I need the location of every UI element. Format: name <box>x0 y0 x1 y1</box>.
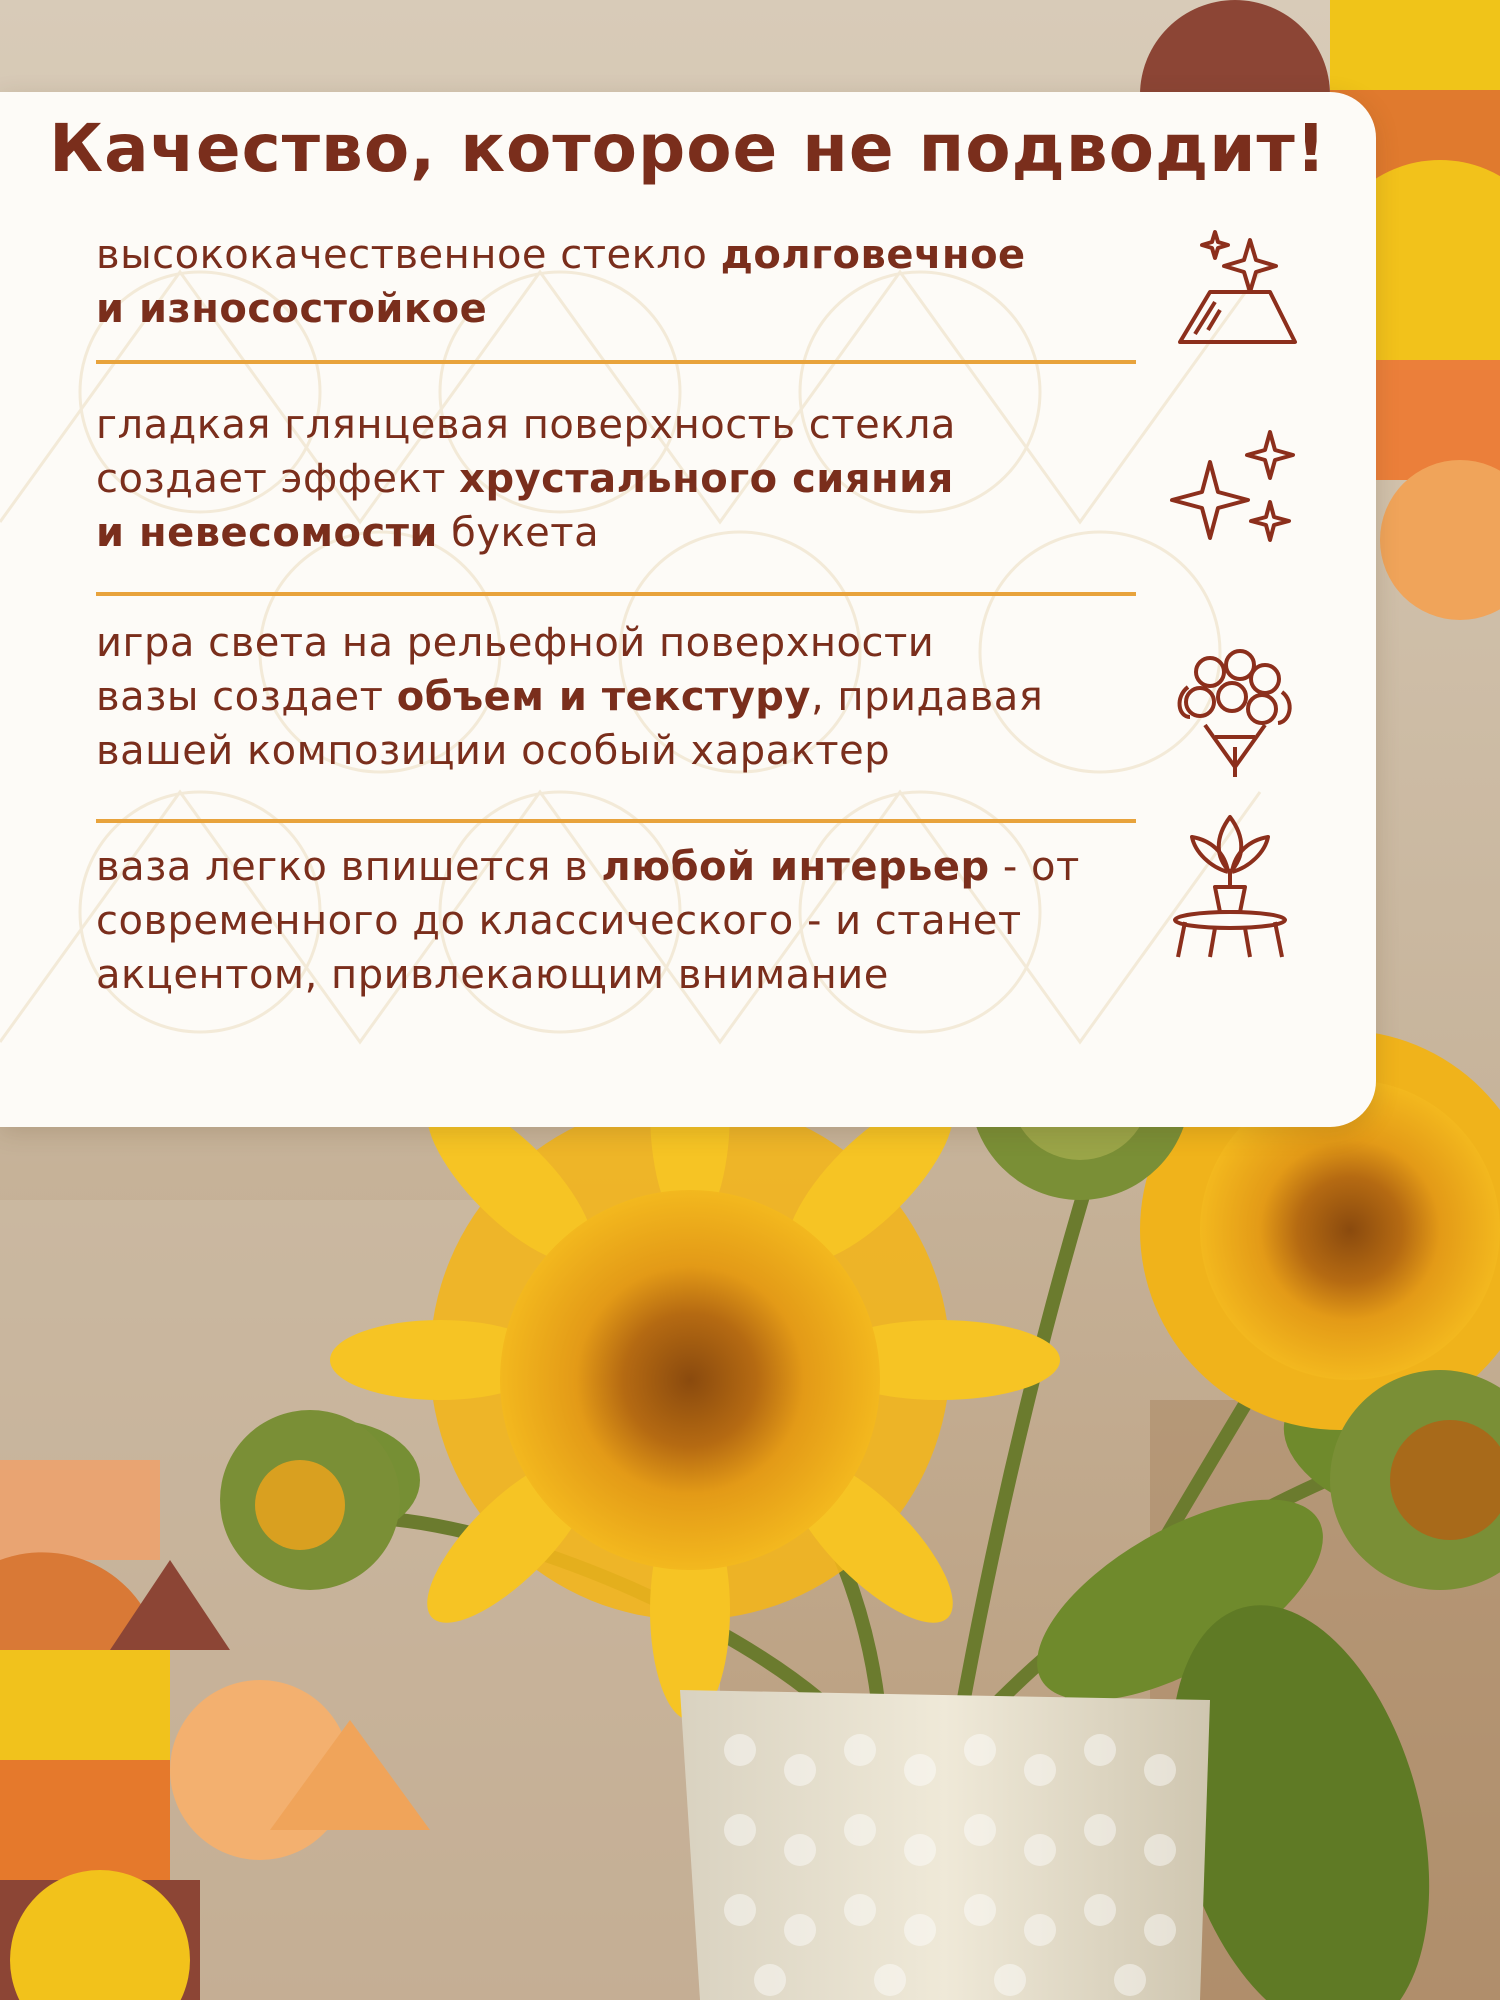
feature-durable-glass <box>96 228 1176 336</box>
feature-text-bold: и износостойкое <box>96 286 488 332</box>
feature-text-bold: и невесомости <box>96 510 438 556</box>
feature-text-bold: объем и текстуру <box>396 674 811 720</box>
feature-text-bold: хрустального сияния <box>459 456 954 502</box>
feature-line <box>96 506 1176 560</box>
feature-line <box>96 670 1176 724</box>
feature-text: высококачественное стекло <box>96 232 721 278</box>
feature-text: - от <box>989 844 1080 890</box>
feature-text-bold: долговечное <box>720 232 1026 278</box>
page-title: Качество, которое не подводит! <box>49 110 1327 187</box>
feature-text: , придавая <box>811 674 1044 720</box>
feature-line <box>96 948 1176 1002</box>
feature-text: ваза легко впишется в <box>96 844 602 890</box>
feature-text: создает эффект <box>96 456 460 502</box>
sunflower-bud-left <box>220 1410 400 1590</box>
feature-text: акцентом, привлекающим внимание <box>96 952 889 998</box>
feature-line <box>96 894 1176 948</box>
feature-line <box>96 228 1176 282</box>
feature-text: современного до классического - и станет <box>96 898 1022 944</box>
feature-text: вашей композиции особый характер <box>96 728 891 774</box>
feature-text: игра света на рельефной поверхности <box>96 620 935 666</box>
plant-on-stool-icon <box>1170 812 1320 962</box>
feature-crystal-shine <box>96 398 1176 560</box>
glass-vase <box>680 1690 1210 2000</box>
feature-any-interior <box>96 840 1176 1002</box>
feature-text-bold: любой интерьер <box>601 844 990 890</box>
feature-text: букета <box>437 510 600 556</box>
feature-line <box>96 616 1176 670</box>
separator-line <box>96 819 1136 823</box>
feature-line <box>96 398 1176 452</box>
bouquet-icon <box>1160 637 1310 787</box>
sparkles-icon <box>1160 422 1310 572</box>
feature-line <box>96 282 1176 336</box>
info-card <box>0 92 1376 1127</box>
feature-line <box>96 724 1176 778</box>
feature-text: вазы создает <box>96 674 397 720</box>
feature-line <box>96 840 1176 894</box>
feature-volume-texture <box>96 616 1176 778</box>
feature-line <box>96 452 1176 506</box>
separator-line <box>96 592 1136 596</box>
sparkling-glass-icon <box>1160 222 1310 372</box>
separator-line <box>96 360 1136 364</box>
feature-text: гладкая глянцевая поверхность стекла <box>96 402 956 448</box>
